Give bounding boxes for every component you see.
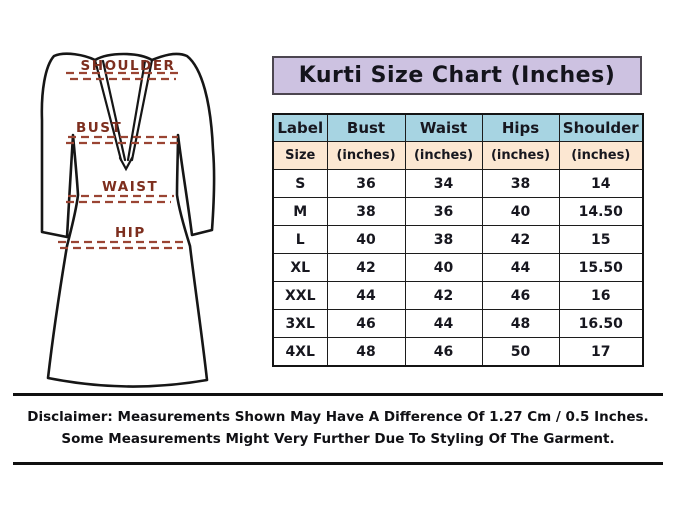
table-row-3xl (273, 310, 643, 338)
table-row-xl (273, 254, 643, 282)
waist-cell: 42 (405, 282, 482, 310)
waist-cell: 38 (405, 226, 482, 254)
header-row (273, 114, 643, 142)
table-row-s (273, 170, 643, 198)
size-cell: S (273, 170, 327, 198)
bust-cell: 36 (327, 170, 405, 198)
bust-cell: 38 (327, 198, 405, 226)
units-cell: (inches) (405, 142, 482, 170)
table-row-l (273, 226, 643, 254)
units-cell: (inches) (559, 142, 643, 170)
waist-cell: 34 (405, 170, 482, 198)
disclaimer-line-2: Some Measurements Might Very Further Due To Styling Of The Garment. (61, 431, 615, 447)
table-row-m (273, 198, 643, 226)
shoulder-cell: 15.50 (559, 254, 643, 282)
size-cell: XXL (273, 282, 327, 310)
waist-cell: 36 (405, 198, 482, 226)
shoulder-label: SHOULDER (80, 58, 176, 74)
shoulder-cell: 15 (559, 226, 643, 254)
units-cell: (inches) (482, 142, 559, 170)
waist-cell: 44 (405, 310, 482, 338)
hips-cell: 50 (482, 338, 559, 367)
size-cell: 3XL (273, 310, 327, 338)
chart-title: Kurti Size Chart (Inches) (272, 56, 642, 95)
units-cell: Size (273, 142, 327, 170)
units-cell: (inches) (327, 142, 405, 170)
hips-cell: 40 (482, 198, 559, 226)
disclaimer-line-1: Disclaimer: Measurements Shown May Have A Difference Of 1.27 Cm / 0.5 Inches. (27, 409, 649, 426)
hips-cell: 42 (482, 226, 559, 254)
disclaimer-box (13, 393, 663, 465)
size-cell: 4XL (273, 338, 327, 367)
hips-cell: 46 (482, 282, 559, 310)
hips-cell: 44 (482, 254, 559, 282)
size-cell: XL (273, 254, 327, 282)
table-row-4xl (273, 338, 643, 367)
table-row-xxl (273, 282, 643, 310)
waist-cell: 40 (405, 254, 482, 282)
col-header-shoulder: Shoulder (559, 114, 643, 142)
bust-cell: 46 (327, 310, 405, 338)
kurti-outline (42, 54, 214, 387)
hip-label: HIP (115, 225, 146, 241)
col-header-hips: Hips (482, 114, 559, 142)
shoulder-cell: 17 (559, 338, 643, 367)
size-table (272, 113, 644, 367)
shoulder-cell: 14.50 (559, 198, 643, 226)
hips-cell: 38 (482, 170, 559, 198)
col-header-waist: Waist (405, 114, 482, 142)
bust-cell: 44 (327, 282, 405, 310)
shoulder-cell: 16 (559, 282, 643, 310)
bust-label: BUST (76, 120, 123, 136)
hips-cell: 48 (482, 310, 559, 338)
bust-cell: 40 (327, 226, 405, 254)
kurti-illustration (8, 40, 272, 398)
waist-label: WAIST (102, 179, 159, 195)
units-row (273, 142, 643, 170)
waist-cell: 46 (405, 338, 482, 367)
shoulder-cell: 16.50 (559, 310, 643, 338)
bust-cell: 48 (327, 338, 405, 367)
size-cell: L (273, 226, 327, 254)
bust-cell: 42 (327, 254, 405, 282)
shoulder-cell: 14 (559, 170, 643, 198)
size-cell: M (273, 198, 327, 226)
col-header-label: Label (273, 114, 327, 142)
col-header-bust: Bust (327, 114, 405, 142)
